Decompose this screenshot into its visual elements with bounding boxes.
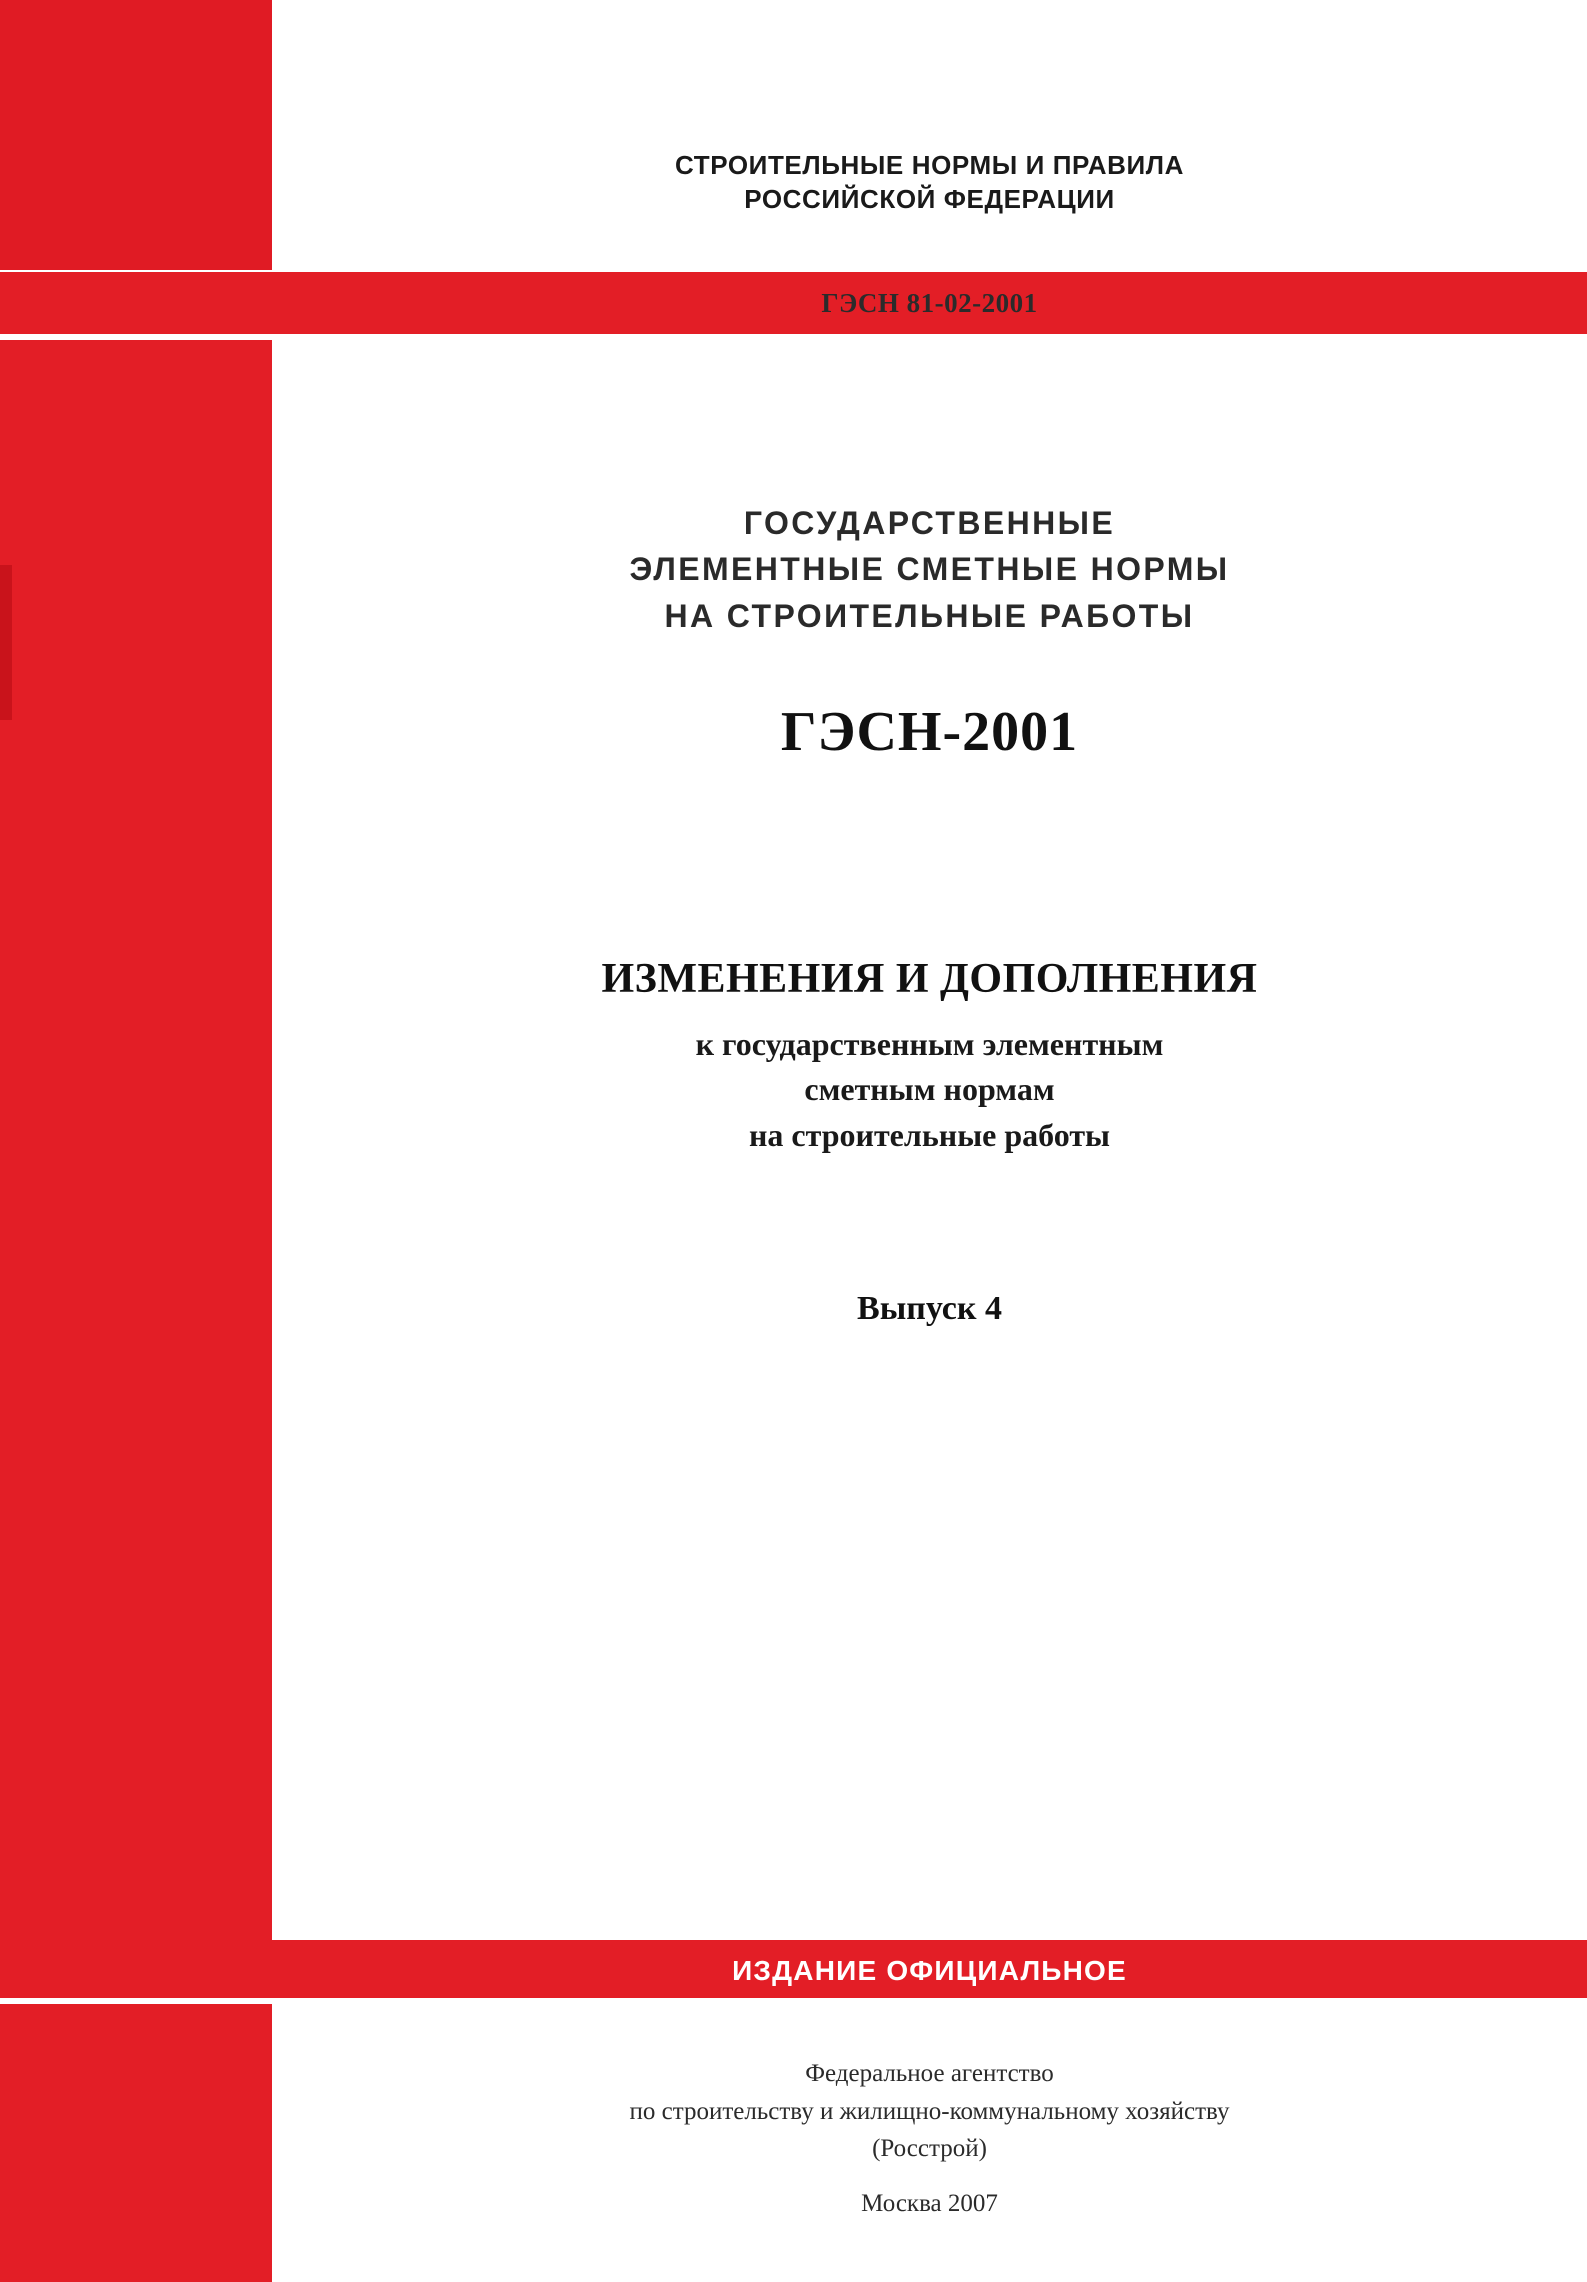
document-content bbox=[272, 0, 1587, 2282]
amendments-heading: ИЗМЕНЕНИЯ И ДОПОЛНЕНИЯ bbox=[601, 956, 1258, 1002]
amendments-sub-line-3: на строительные работы bbox=[748, 1116, 1111, 1153]
title-line-1: ГОСУДАРСТВЕННЫЕ bbox=[743, 505, 1116, 541]
city-year: Москва 2007 bbox=[861, 2190, 998, 2217]
decorative-red-block-top-left bbox=[0, 0, 272, 270]
publisher-line-2: по строительству и жилищно-коммунальному хозяйству bbox=[629, 2097, 1230, 2125]
amendments-subtitle bbox=[272, 1022, 1587, 1158]
title-line-2: ЭЛЕМЕНТНЫЕ СМЕТНЫЕ НОРМЫ bbox=[629, 551, 1230, 588]
standard-name: ГЭСН-2001 bbox=[780, 701, 1079, 763]
header-line-1: СТРОИТЕЛЬНЫЕ НОРМЫ И ПРАВИЛА bbox=[675, 150, 1184, 180]
publisher-block bbox=[272, 2055, 1587, 2168]
header-line-2: РОССИЙСКОЙ ФЕДЕРАЦИИ bbox=[744, 184, 1115, 215]
decorative-red-block-bottom-left bbox=[0, 2004, 272, 2282]
document-header bbox=[272, 148, 1587, 217]
decorative-red-notch bbox=[0, 565, 12, 720]
official-edition-banner: ИЗДАНИЕ ОФИЦИАЛЬНОЕ bbox=[732, 1955, 1127, 1986]
document-title bbox=[272, 500, 1587, 639]
publisher-line-3: (Росстрой) bbox=[872, 2135, 987, 2162]
title-line-3: НА СТРОИТЕЛЬНЫЕ РАБОТЫ bbox=[664, 597, 1195, 634]
amendments-sub-line-1: к государственным элементным bbox=[695, 1026, 1164, 1062]
issue-number: Выпуск 4 bbox=[857, 1290, 1002, 1327]
publisher-line-1: Федеральное агентство bbox=[805, 2060, 1054, 2087]
decorative-red-sidebar bbox=[0, 340, 272, 1940]
amendments-sub-line-2: сметным нормам bbox=[804, 1071, 1055, 1108]
document-code: ГЭСН 81-02-2001 bbox=[821, 288, 1038, 318]
